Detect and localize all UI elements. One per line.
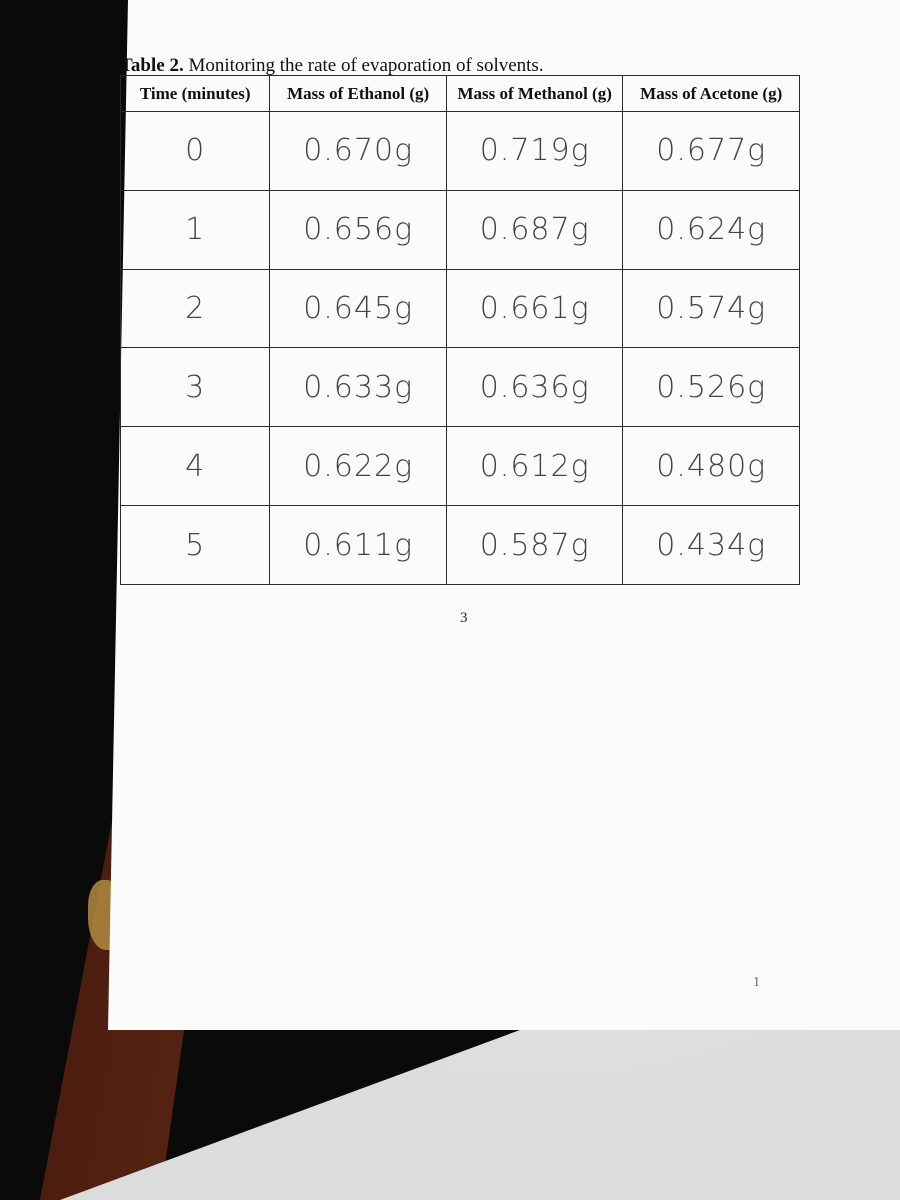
table-row [121,506,800,585]
header-methanol: Mass of Methanol (g) [446,76,623,112]
table-row [121,348,800,427]
cell-acetone: 0.480g [623,427,800,506]
page-number: 3 [460,610,468,626]
cell-acetone: 0.677g [623,112,800,191]
margin-mark: 1 [753,975,760,990]
cell-time: 3 [121,348,270,427]
cell-acetone: 0.624g [623,190,800,269]
cell-methanol: 0.636g [446,348,623,427]
cell-acetone: 0.574g [623,269,800,348]
table-row [121,112,800,191]
cell-methanol: 0.719g [446,112,623,191]
cell-acetone: 0.526g [623,348,800,427]
cell-ethanol: 0.670g [270,112,447,191]
cell-ethanol: 0.656g [270,190,447,269]
table-header-row [121,76,800,112]
cell-ethanol: 0.645g [270,269,447,348]
table-caption-prefix: Table 2. [120,55,184,76]
cell-methanol: 0.587g [446,506,623,585]
table-row [121,427,800,506]
cell-time: 1 [121,190,270,269]
cell-ethanol: 0.611g [270,506,447,585]
cell-time: 2 [121,269,270,348]
cell-ethanol: 0.633g [270,348,447,427]
cell-acetone: 0.434g [623,506,800,585]
table-row [121,190,800,269]
cell-time: 4 [121,427,270,506]
cell-methanol: 0.687g [446,190,623,269]
evaporation-table [120,75,800,585]
table-caption-text: Monitoring the rate of evaporation of solvents. [183,55,544,76]
cell-time: 0 [121,112,270,191]
header-ethanol: Mass of Ethanol (g) [270,76,447,112]
cell-methanol: 0.612g [446,427,623,506]
cell-ethanol: 0.622g [270,427,447,506]
header-acetone: Mass of Acetone (g) [623,76,800,112]
cell-time: 5 [121,506,270,585]
table-row [121,269,800,348]
cell-methanol: 0.661g [446,269,623,348]
header-time: Time (minutes) [121,76,270,112]
